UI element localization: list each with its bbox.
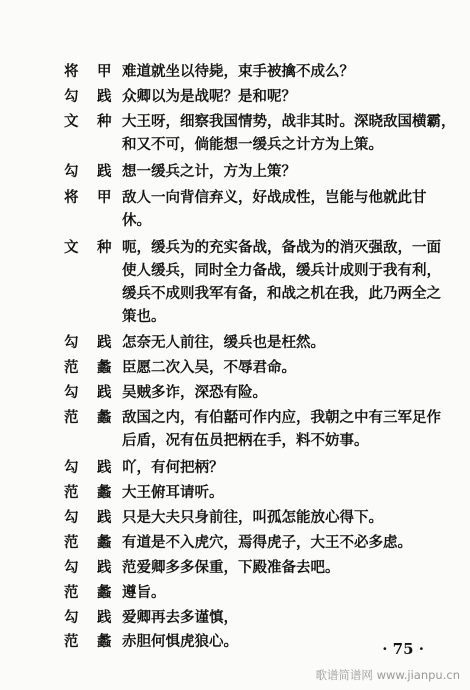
speaker-name: 将 甲	[64, 189, 114, 206]
speech-text: 吴贼多诈，深恐有险。	[122, 384, 267, 401]
speech-text: 后盾，况有伍员把柄在手，料不妨事。	[122, 432, 369, 449]
dialogue-line	[0, 186, 470, 210]
page-number: · 75 ·	[382, 640, 424, 658]
dialogue-line	[0, 406, 470, 430]
dialogue-line	[0, 356, 470, 380]
speech-text: 难道就坐以待毙，束手被擒不成么？	[122, 63, 354, 80]
dialogue-line	[0, 236, 470, 260]
speaker-name: 勾 践	[64, 509, 114, 526]
speaker-name: 勾 践	[64, 384, 114, 401]
speech-text: 遵旨。	[122, 584, 166, 601]
dialogue-line	[0, 481, 470, 505]
speech-text: 赤胆何惧虎狼心。	[122, 633, 238, 650]
speaker-name: 范 蠡	[64, 484, 114, 501]
dialogue-line	[0, 556, 470, 580]
speech-text: 怎奈无人前往，缓兵也是枉然。	[122, 334, 325, 351]
continuation-line	[0, 259, 470, 283]
speaker-name: 范 蠡	[64, 584, 114, 601]
speech-text: 想一缓兵之计，方为上策？	[122, 163, 296, 180]
speech-text: 只是大夫只身前往，叫孤怎能放心得下。	[122, 509, 383, 526]
dialogue-line	[0, 581, 470, 605]
dialogue-line	[0, 60, 470, 84]
speech-text: 吖，有何把柄？	[122, 459, 224, 476]
speech-text: 有道是不入虎穴，焉得虎子，大王不必多虑。	[122, 534, 412, 551]
speech-text: 众卿以为是战呢？是和呢？	[122, 88, 296, 105]
speech-text: 大王呀，细察我国情势，战非其时。深晓敌国横霸，	[122, 113, 456, 130]
speaker-name: 勾 践	[64, 609, 114, 626]
speech-text: 臣愿二次入吴，不辱君命。	[122, 359, 296, 376]
speech-text: 范爱卿多多保重，下殿准备去吧。	[122, 559, 340, 576]
continuation-line	[0, 282, 470, 306]
speech-text: 休。	[122, 212, 151, 229]
speaker-name: 将 甲	[64, 63, 114, 80]
speaker-name: 范 蠡	[64, 359, 114, 376]
dialogue-line	[0, 331, 470, 355]
speaker-name: 范 蠡	[64, 633, 114, 650]
speech-text: 策也。	[122, 308, 166, 325]
speech-text: 呃，缓兵为的充实备战，备战为的消灭强敌，一面	[122, 239, 441, 256]
speaker-name: 勾 践	[64, 163, 114, 180]
speech-text: 爱卿再去多谨慎，	[122, 609, 238, 626]
continuation-line	[0, 133, 470, 157]
dialogue-line	[0, 381, 470, 405]
speaker-name: 勾 践	[64, 334, 114, 351]
watermark: 歌谱简谱网 www.jianpu.cn	[315, 668, 460, 682]
speaker-name: 文 种	[64, 239, 114, 256]
speaker-name: 勾 践	[64, 459, 114, 476]
speaker-name: 勾 践	[64, 88, 114, 105]
continuation-line	[0, 305, 470, 329]
dialogue-line	[0, 85, 470, 109]
dialogue-line	[0, 110, 470, 134]
speaker-name: 文 种	[64, 113, 114, 130]
speech-text: 大王俯耳请听。	[122, 484, 224, 501]
speech-text: 和又不可，倘能想一缓兵之计方为上策。	[122, 136, 383, 153]
speech-text: 使人缓兵，同时全力备战，缓兵计成则于我有利，	[122, 262, 441, 279]
dialogue-line	[0, 506, 470, 530]
dialogue-line	[0, 160, 470, 184]
speaker-name: 范 蠡	[64, 409, 114, 426]
dialogue-line	[0, 606, 470, 630]
dialogue-line	[0, 456, 470, 480]
speech-text: 敌国之内，有伯嚭可作内应，我朝之中有三军足作	[122, 409, 441, 426]
dialogue-line	[0, 531, 470, 555]
speech-text: 缓兵不成则我军有备，和战之机在我，此乃两全之	[122, 285, 441, 302]
speech-text: 敌人一向背信弃义，好战成性，岂能与他就此甘	[122, 189, 427, 206]
speaker-name: 勾 践	[64, 559, 114, 576]
speaker-name: 范 蠡	[64, 534, 114, 551]
continuation-line	[0, 429, 470, 453]
continuation-line	[0, 209, 470, 233]
